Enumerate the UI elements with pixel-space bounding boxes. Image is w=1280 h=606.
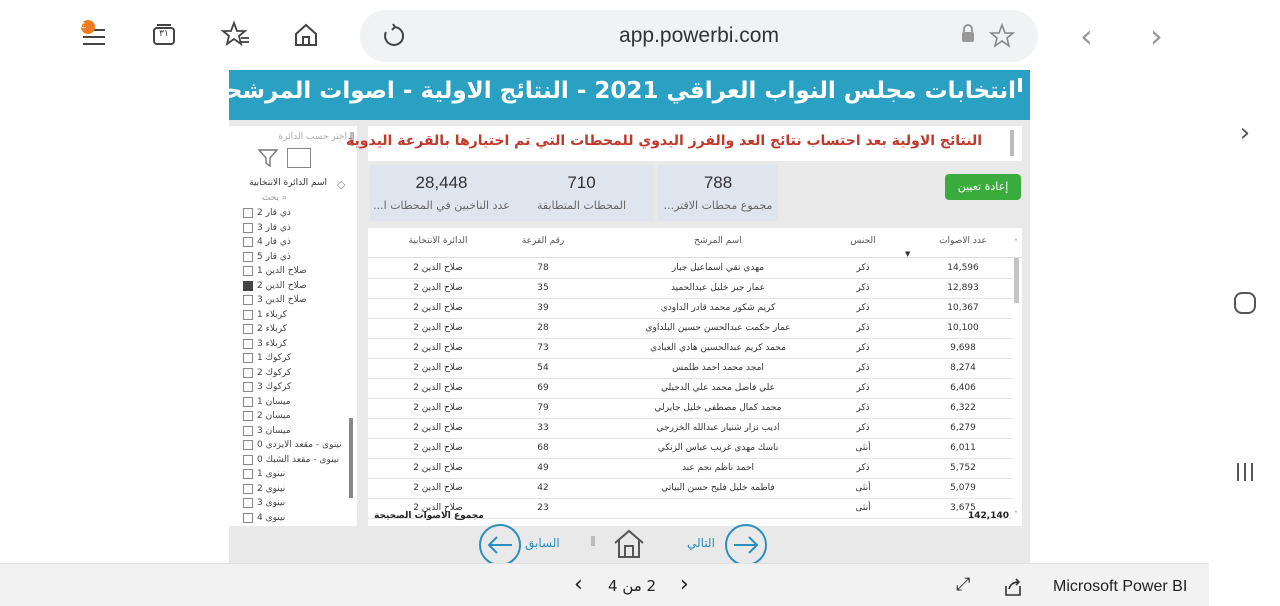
home-icon[interactable] [288, 17, 324, 53]
slicer-item[interactable] [243, 438, 353, 453]
cell-votes: 6,011 [950, 443, 976, 453]
scroll-down-icon[interactable]: ˅ [1014, 510, 1018, 519]
nav-marker [591, 536, 595, 546]
cell-gender: ذكر [856, 463, 870, 473]
slicer-item[interactable] [243, 264, 353, 279]
slicer-item[interactable] [243, 250, 353, 265]
cell-lot: 49 [537, 463, 549, 473]
home-page-button[interactable] [611, 526, 647, 562]
slicer-item[interactable] [243, 206, 353, 221]
cell-votes: 8,274 [950, 363, 976, 373]
cell-name: مهدي تقي اسماعيل جبار [671, 263, 765, 273]
cell-votes: 12,893 [947, 283, 979, 293]
table-row[interactable] [368, 279, 1013, 299]
slicer-item-label: كركوك 2 [257, 367, 292, 378]
cell-lot: 79 [537, 403, 549, 413]
cell-lot: 35 [537, 283, 549, 293]
slicer-item-label: نينوى - مقعد الشبك 0 [257, 454, 340, 465]
address-bar[interactable] [360, 10, 1038, 62]
cell-votes: 9,698 [950, 343, 976, 353]
slicer-item-label: نينوى 3 [257, 498, 286, 509]
cell-district: صلاح الدين 2 [413, 503, 463, 513]
slicer-item[interactable] [243, 511, 353, 526]
cell-lot: 78 [537, 263, 549, 273]
checkbox[interactable] [243, 397, 253, 407]
filter-icon[interactable] [257, 148, 279, 168]
checkbox[interactable] [243, 484, 253, 494]
slicer-item-label: كربلاء 1 [257, 309, 287, 320]
checkbox[interactable] [243, 266, 253, 276]
cell-gender: ذكر [856, 383, 870, 393]
slicer-item-label: ذي قار 5 [257, 251, 291, 262]
kpi-label: المحطات المتطابقة [536, 199, 627, 212]
candidates-table [368, 228, 1022, 526]
cell-votes: 10,100 [947, 323, 979, 333]
slicer-list [243, 206, 353, 524]
report-subtitle: النتائج الاولية بعد احتساب نتائج العد والفرز اليدوي للمحطات التي تم اختيارها بالقرعة اليدوية [346, 133, 982, 149]
slicer-item[interactable] [243, 409, 353, 424]
slicer-item[interactable] [243, 221, 353, 236]
report-area [0, 70, 1209, 563]
cell-name: محمد كمال مصطفى خليل جايرلي [654, 403, 782, 413]
table-row[interactable] [368, 439, 1013, 459]
slicer-item[interactable] [243, 337, 353, 352]
checkbox[interactable] [243, 223, 253, 233]
slicer-item[interactable] [243, 366, 353, 381]
cell-name: عمار حكمت عبدالحسن حسين البلداوي [645, 323, 791, 333]
table-row[interactable] [368, 359, 1013, 379]
lock-icon [956, 20, 980, 48]
app-name: Microsoft Power BI [1053, 578, 1188, 595]
search-placeholder: بحث [261, 193, 280, 203]
cell-gender: أنثى [855, 503, 871, 513]
slicer-item-label: صلاح الدين 2 [257, 280, 307, 291]
system-navigation-bar [1209, 0, 1280, 606]
checkbox[interactable] [243, 310, 253, 320]
cell-gender: أنثى [855, 483, 871, 493]
checkbox[interactable] [243, 382, 253, 392]
cell-votes: 6,406 [950, 383, 976, 393]
slicer-item-label: نينوى 4 [257, 512, 286, 523]
table-body [368, 259, 1013, 513]
table-total-row [368, 508, 1022, 526]
slicer-item[interactable] [243, 279, 353, 294]
slicer-item-label: ميسان 3 [257, 425, 291, 436]
cell-gender: ذكر [856, 263, 870, 273]
checkbox[interactable] [243, 339, 253, 349]
slicer-item-label: نينوى - مقعد الايزدي 0 [257, 440, 342, 451]
cell-lot: 73 [537, 343, 549, 353]
previous-page-label[interactable]: السابق [525, 536, 560, 550]
table-row[interactable] [368, 339, 1013, 359]
browser-toolbar [0, 0, 1209, 70]
slicer-item-label: ذي قار 2 [257, 208, 291, 219]
cell-gender: ذكر [856, 363, 870, 373]
slicer-item-label: كربلاء 2 [257, 324, 287, 335]
checkbox[interactable] [243, 281, 253, 291]
cell-gender: أنثى [855, 443, 871, 453]
cell-district: صلاح الدين 2 [413, 263, 463, 273]
slicer-item[interactable] [243, 482, 353, 497]
cell-lot: 42 [537, 483, 549, 493]
cell-votes: 6,322 [950, 403, 976, 413]
slicer-item-label: ذي قار 3 [257, 222, 291, 233]
cell-name: كريم شكور محمد قادر الداودي [660, 303, 776, 313]
kpi-value: 28,448 [415, 173, 468, 192]
share-icon[interactable] [1002, 576, 1024, 598]
system-recents-icon[interactable] [1227, 454, 1263, 490]
powerbi-bottom-bar [0, 563, 1209, 606]
table-header [368, 228, 1022, 258]
slicer-item-label: ذي قار 4 [257, 237, 291, 248]
table-row[interactable] [368, 399, 1013, 419]
next-page-button[interactable] [723, 522, 769, 568]
fullscreen-icon[interactable]: ⤢ [956, 574, 971, 595]
tabs-icon[interactable] [146, 17, 182, 53]
search-icon: ⌕ [281, 193, 287, 203]
slicer-item[interactable] [243, 395, 353, 410]
cell-name: علي فاضل محمد علي الدجيلي [661, 383, 775, 393]
slicer-item[interactable] [243, 496, 353, 511]
focus-mode-icon[interactable] [287, 148, 311, 168]
kpi-card-lottery-stations [658, 165, 778, 221]
checkbox[interactable] [243, 469, 253, 479]
report-canvas [40, 70, 1030, 563]
header-district[interactable]: الدائرة الانتخابية [408, 236, 468, 246]
cell-lot: 68 [537, 443, 549, 453]
checkbox[interactable] [243, 426, 253, 436]
cell-lot: 28 [537, 323, 549, 333]
favorite-star-icon[interactable] [984, 18, 1020, 54]
slicer-item[interactable] [243, 351, 353, 366]
kpi-label: مجموع محطات الاقتر... [663, 199, 773, 212]
cell-name: فاطمه خليل فليح حسن البياتي [661, 483, 775, 493]
header-name[interactable]: اسم المرشح [694, 236, 742, 246]
system-home-icon[interactable] [1227, 285, 1263, 321]
cell-district: صلاح الدين 2 [413, 303, 463, 313]
slicer-item-label: ميسان 1 [257, 396, 291, 407]
clear-selection-icon[interactable]: ◇ [337, 178, 346, 191]
cell-district: صلاح الدين 2 [413, 423, 463, 433]
menu-icon[interactable] [76, 17, 112, 53]
notification-badge: ج [80, 19, 86, 29]
previous-page-button[interactable] [477, 522, 523, 568]
cell-votes: 14,596 [947, 263, 979, 273]
slicer-item-label: ميسان 2 [257, 411, 291, 422]
cell-district: صلاح الدين 2 [413, 403, 463, 413]
cell-gender: ذكر [856, 283, 870, 293]
next-page-label[interactable]: التالي [687, 536, 715, 550]
cell-lot: 69 [537, 383, 549, 393]
cell-name: اديب نزار شنيار عبدالله الخزرجي [656, 423, 780, 433]
kpi-card-voters [370, 165, 513, 221]
cell-district: صلاح الدين 2 [413, 363, 463, 373]
tab-count: ٣١ [159, 29, 169, 39]
slicer-item[interactable] [243, 424, 353, 439]
kpi-value: 788 [703, 173, 733, 192]
checkbox[interactable] [243, 237, 253, 247]
page-prev-icon[interactable]: ‹ [574, 572, 583, 597]
slicer-item[interactable] [243, 293, 353, 308]
slicer-item-label: صلاح الدين 3 [257, 295, 307, 306]
cell-gender: ذكر [856, 323, 870, 333]
cell-district: صلاح الدين 2 [413, 463, 463, 473]
cell-gender: ذكر [856, 343, 870, 353]
report-title: انتخابات مجلس النواب العراقي 2021 - النتائج الاولية - اصوات المرشحين حسب الدوائر [40, 78, 1016, 104]
kpi-card-matching-stations [510, 165, 653, 221]
page-next-icon[interactable]: › [680, 572, 689, 597]
cell-votes: 3,675 [950, 503, 976, 513]
header-gender[interactable]: الجنس [850, 236, 876, 246]
cell-gender: ذكر [856, 403, 870, 413]
reset-button[interactable]: إعادة تعيين [945, 174, 1021, 200]
total-value: 142,140 [968, 511, 1009, 521]
checkbox[interactable] [243, 208, 253, 218]
table-scrollbar[interactable] [1014, 258, 1019, 303]
slicer-item[interactable] [243, 322, 353, 337]
cell-district: صلاح الدين 2 [413, 483, 463, 493]
url-text: app.powerbi.com [619, 24, 779, 47]
total-label: مجموع الاصوات الصحيحة [374, 511, 484, 521]
forward-arrow-icon[interactable]: › [1150, 17, 1163, 55]
cell-lot: 39 [537, 303, 549, 313]
cell-name: ناسك مهدي غريب عباس الزنكي [657, 443, 779, 453]
cell-name: محمد كريم عبدالحسين هادي العبادي [650, 343, 786, 353]
table-row[interactable] [368, 419, 1013, 439]
slicer-item-label: صلاح الدين 1 [257, 266, 307, 277]
cell-votes: 5,752 [950, 463, 976, 473]
checkbox[interactable] [243, 295, 253, 305]
checkbox[interactable] [243, 353, 253, 363]
cell-district: صلاح الدين 2 [413, 443, 463, 453]
slicer-item-label: كركوك 3 [257, 382, 292, 393]
table-row[interactable] [368, 379, 1013, 399]
cell-gender: ذكر [856, 423, 870, 433]
report-title-bar [40, 70, 1030, 120]
cell-gender: ذكر [856, 303, 870, 313]
kpi-label: عدد الناخبين في المحطات ا... [373, 199, 510, 212]
sort-desc-icon: ▼ [905, 250, 911, 258]
table-row[interactable] [368, 319, 1013, 339]
title-marker [1018, 78, 1022, 92]
checkbox[interactable] [243, 324, 253, 334]
cell-lot: 54 [537, 363, 549, 373]
table-row[interactable] [368, 259, 1013, 279]
cell-votes: 5,079 [950, 483, 976, 493]
checkbox[interactable] [243, 440, 253, 450]
scroll-up-icon[interactable]: ˄ [1014, 238, 1018, 247]
cell-lot: 23 [537, 503, 549, 513]
slicer-item-label: نينوى 1 [257, 469, 286, 480]
cell-votes: 6,279 [950, 423, 976, 433]
header-votes[interactable]: عدد الاصوات [939, 236, 987, 246]
kpi-value: 710 [567, 173, 596, 192]
bookmarks-icon[interactable] [218, 17, 254, 53]
slicer-scrollbar[interactable] [349, 418, 353, 498]
table-row[interactable] [368, 479, 1013, 499]
back-arrow-icon[interactable]: ‹ [1080, 17, 1093, 55]
cell-name: امجد محمد احمد طلمس [672, 363, 764, 373]
cell-votes: 10,367 [947, 303, 979, 313]
district-slicer[interactable] [229, 126, 357, 526]
table-row[interactable] [368, 299, 1013, 319]
subtitle-card [346, 126, 1022, 161]
checkbox[interactable] [243, 368, 253, 378]
checkbox[interactable] [243, 498, 253, 508]
slicer-item[interactable] [243, 380, 353, 395]
checkbox[interactable] [243, 513, 253, 523]
cell-name: عمار جبر خليل عبدالحميد [670, 283, 766, 293]
cell-lot: 33 [537, 423, 549, 433]
cell-district: صلاح الدين 2 [413, 383, 463, 393]
system-back-icon[interactable]: › [1239, 118, 1251, 148]
slicer-caption: اختر حسب الدائرة [278, 132, 347, 142]
checkbox[interactable] [243, 411, 253, 421]
checkbox[interactable] [243, 455, 253, 465]
slicer-item-label: كربلاء 3 [257, 338, 287, 349]
checkbox[interactable] [243, 252, 253, 262]
slicer-item-label: نينوى 2 [257, 483, 286, 494]
cell-name: احمد ناظم نجم عبد [681, 463, 755, 473]
slicer-title: اسم الدائرة الانتخابية [249, 178, 327, 188]
slicer-item[interactable] [243, 235, 353, 250]
slicer-item[interactable] [243, 453, 353, 468]
page-indicator: 2 من 4 [608, 577, 657, 595]
header-lot[interactable]: رقم القرعة [521, 236, 565, 246]
slicer-item[interactable] [243, 308, 353, 323]
table-row[interactable] [368, 459, 1013, 479]
slicer-item[interactable] [243, 467, 353, 482]
subtitle-marker [1010, 130, 1014, 156]
cell-district: صلاح الدين 2 [413, 323, 463, 333]
slicer-search-input[interactable] [262, 193, 287, 203]
cell-district: صلاح الدين 2 [413, 283, 463, 293]
slicer-item-label: كركوك 1 [257, 353, 292, 364]
cell-district: صلاح الدين 2 [413, 343, 463, 353]
